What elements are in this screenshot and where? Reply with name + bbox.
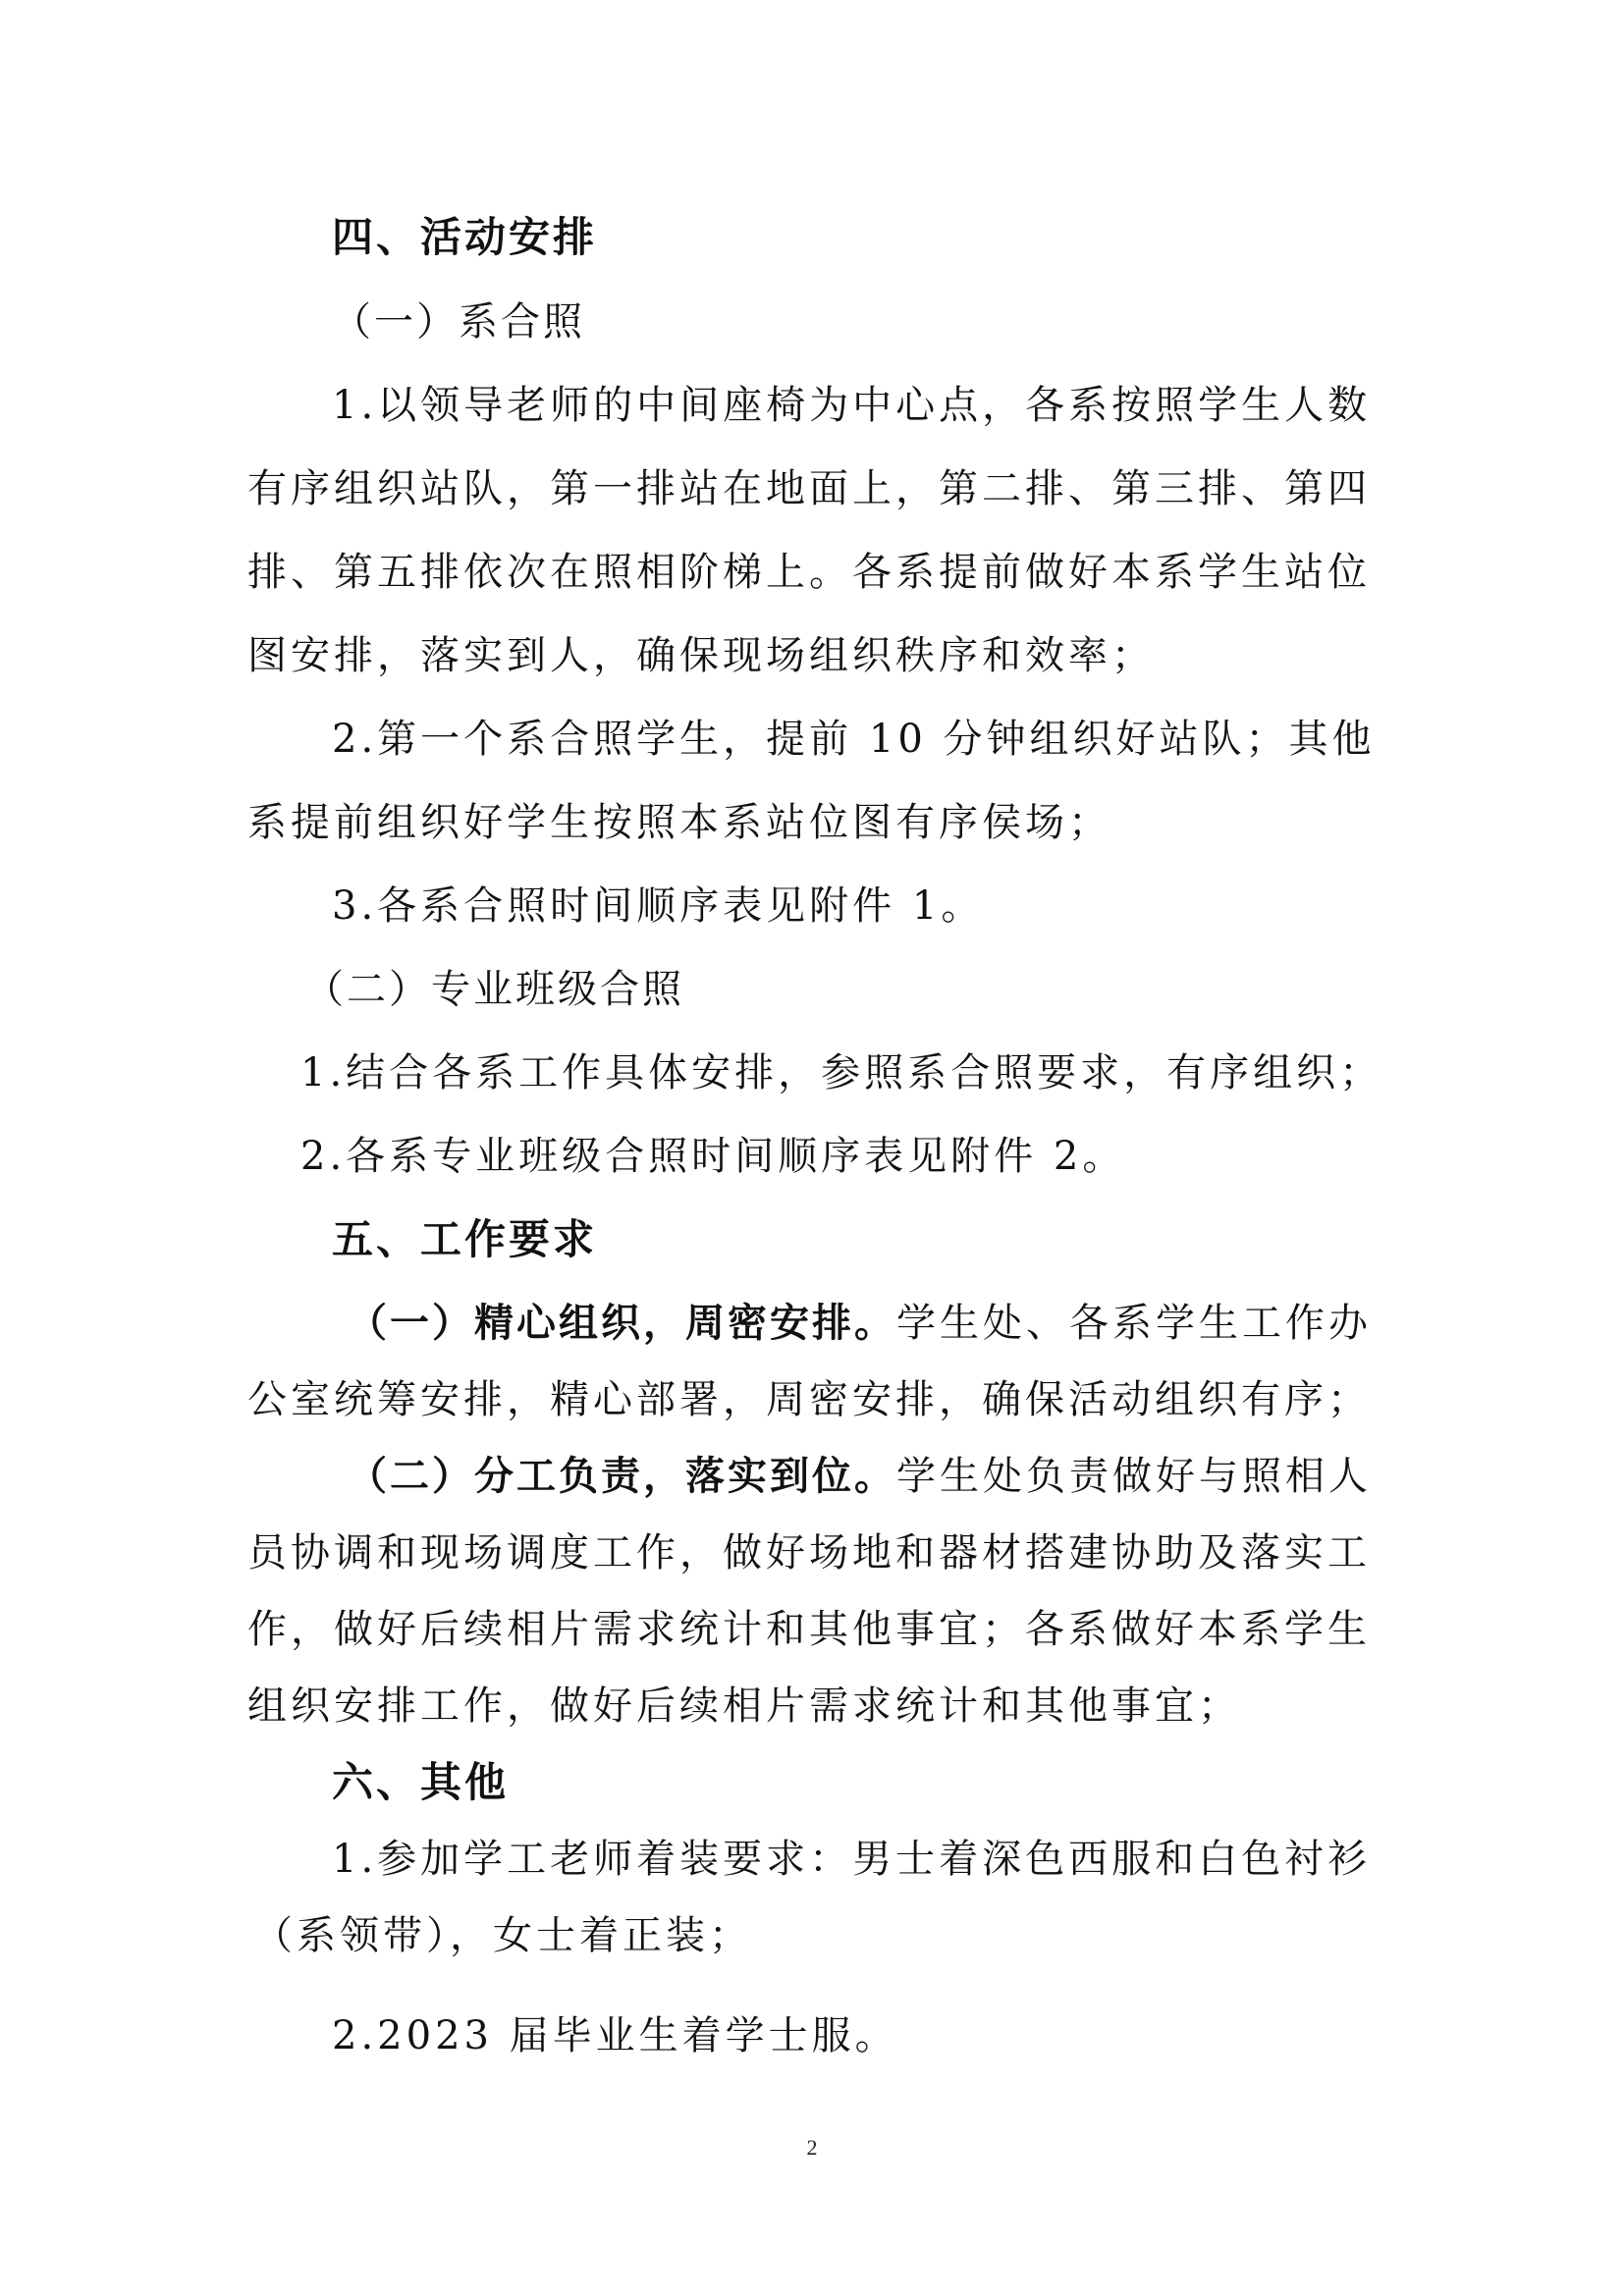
paragraph-line: 1.以领导老师的中间座椅为中心点，各系按照学生人数 <box>332 383 1372 428</box>
paragraph-line: 有序组织站队，第一排站在地面上，第二排、第三排、第四 <box>247 466 1371 511</box>
paragraph-line <box>348 1447 1379 1506</box>
paragraph-line: 作，做好后续相片需求统计和其他事宜；各系做好本系学生 <box>247 1607 1371 1652</box>
paragraph-lead: （二）分工负责，落实到位。 <box>348 1454 896 1499</box>
page-number: 2 <box>806 2135 818 2160</box>
paragraph-line: 1.参加学工老师着装要求：男士着深色西服和白色衬衫 <box>332 1837 1372 1882</box>
paragraph-text: 学生处、各系学生工作办 <box>896 1301 1372 1346</box>
subsection-1-heading: （一）系合照 <box>332 299 585 345</box>
paragraph-line: 图安排，落实到人，确保现场组织秩序和效率； <box>247 633 1155 678</box>
paragraph-line: 系提前组织好学生按照本系站位图有序侯场； <box>247 800 1111 845</box>
paragraph-line: 排、第五排依次在照相阶梯上。各系提前做好本系学生站位 <box>247 550 1371 595</box>
paragraph-line: 员协调和现场调度工作，做好场地和器材搭建协助及落实工 <box>247 1530 1371 1575</box>
paragraph-line: 组织安排工作，做好后续相片需求统计和其他事宜； <box>247 1683 1241 1729</box>
paragraph-line: 公室统筹安排，精心部署，周密安排，确保活动组织有序； <box>247 1377 1371 1422</box>
subsection-2-heading: （二）专业班级合照 <box>304 967 684 1012</box>
paragraph-text: 学生处负责做好与照相人 <box>896 1454 1372 1499</box>
section-5-heading: 五、工作要求 <box>332 1215 598 1263</box>
paragraph-line: 2.第一个系合照学生，提前 10 分钟组织好站队；其他 <box>332 717 1376 762</box>
paragraph-lead: （一）精心组织，周密安排。 <box>348 1301 896 1346</box>
paragraph-line <box>348 1294 1379 1353</box>
paragraph-line: 2.2023 届毕业生着学士服。 <box>332 2013 898 2058</box>
section-4-heading: 四、活动安排 <box>332 213 598 261</box>
paragraph-line: 3.各系合照时间顺序表见附件 1。 <box>332 883 985 929</box>
paragraph-line: （系领带），女士着正装； <box>253 1913 752 1958</box>
paragraph-line: 2.各系专业班级合照时间顺序表见附件 2。 <box>300 1134 1126 1179</box>
paragraph-line: 1.结合各系工作具体安排，参照系合照要求，有序组织； <box>300 1050 1383 1095</box>
section-6-heading: 六、其他 <box>332 1758 510 1806</box>
